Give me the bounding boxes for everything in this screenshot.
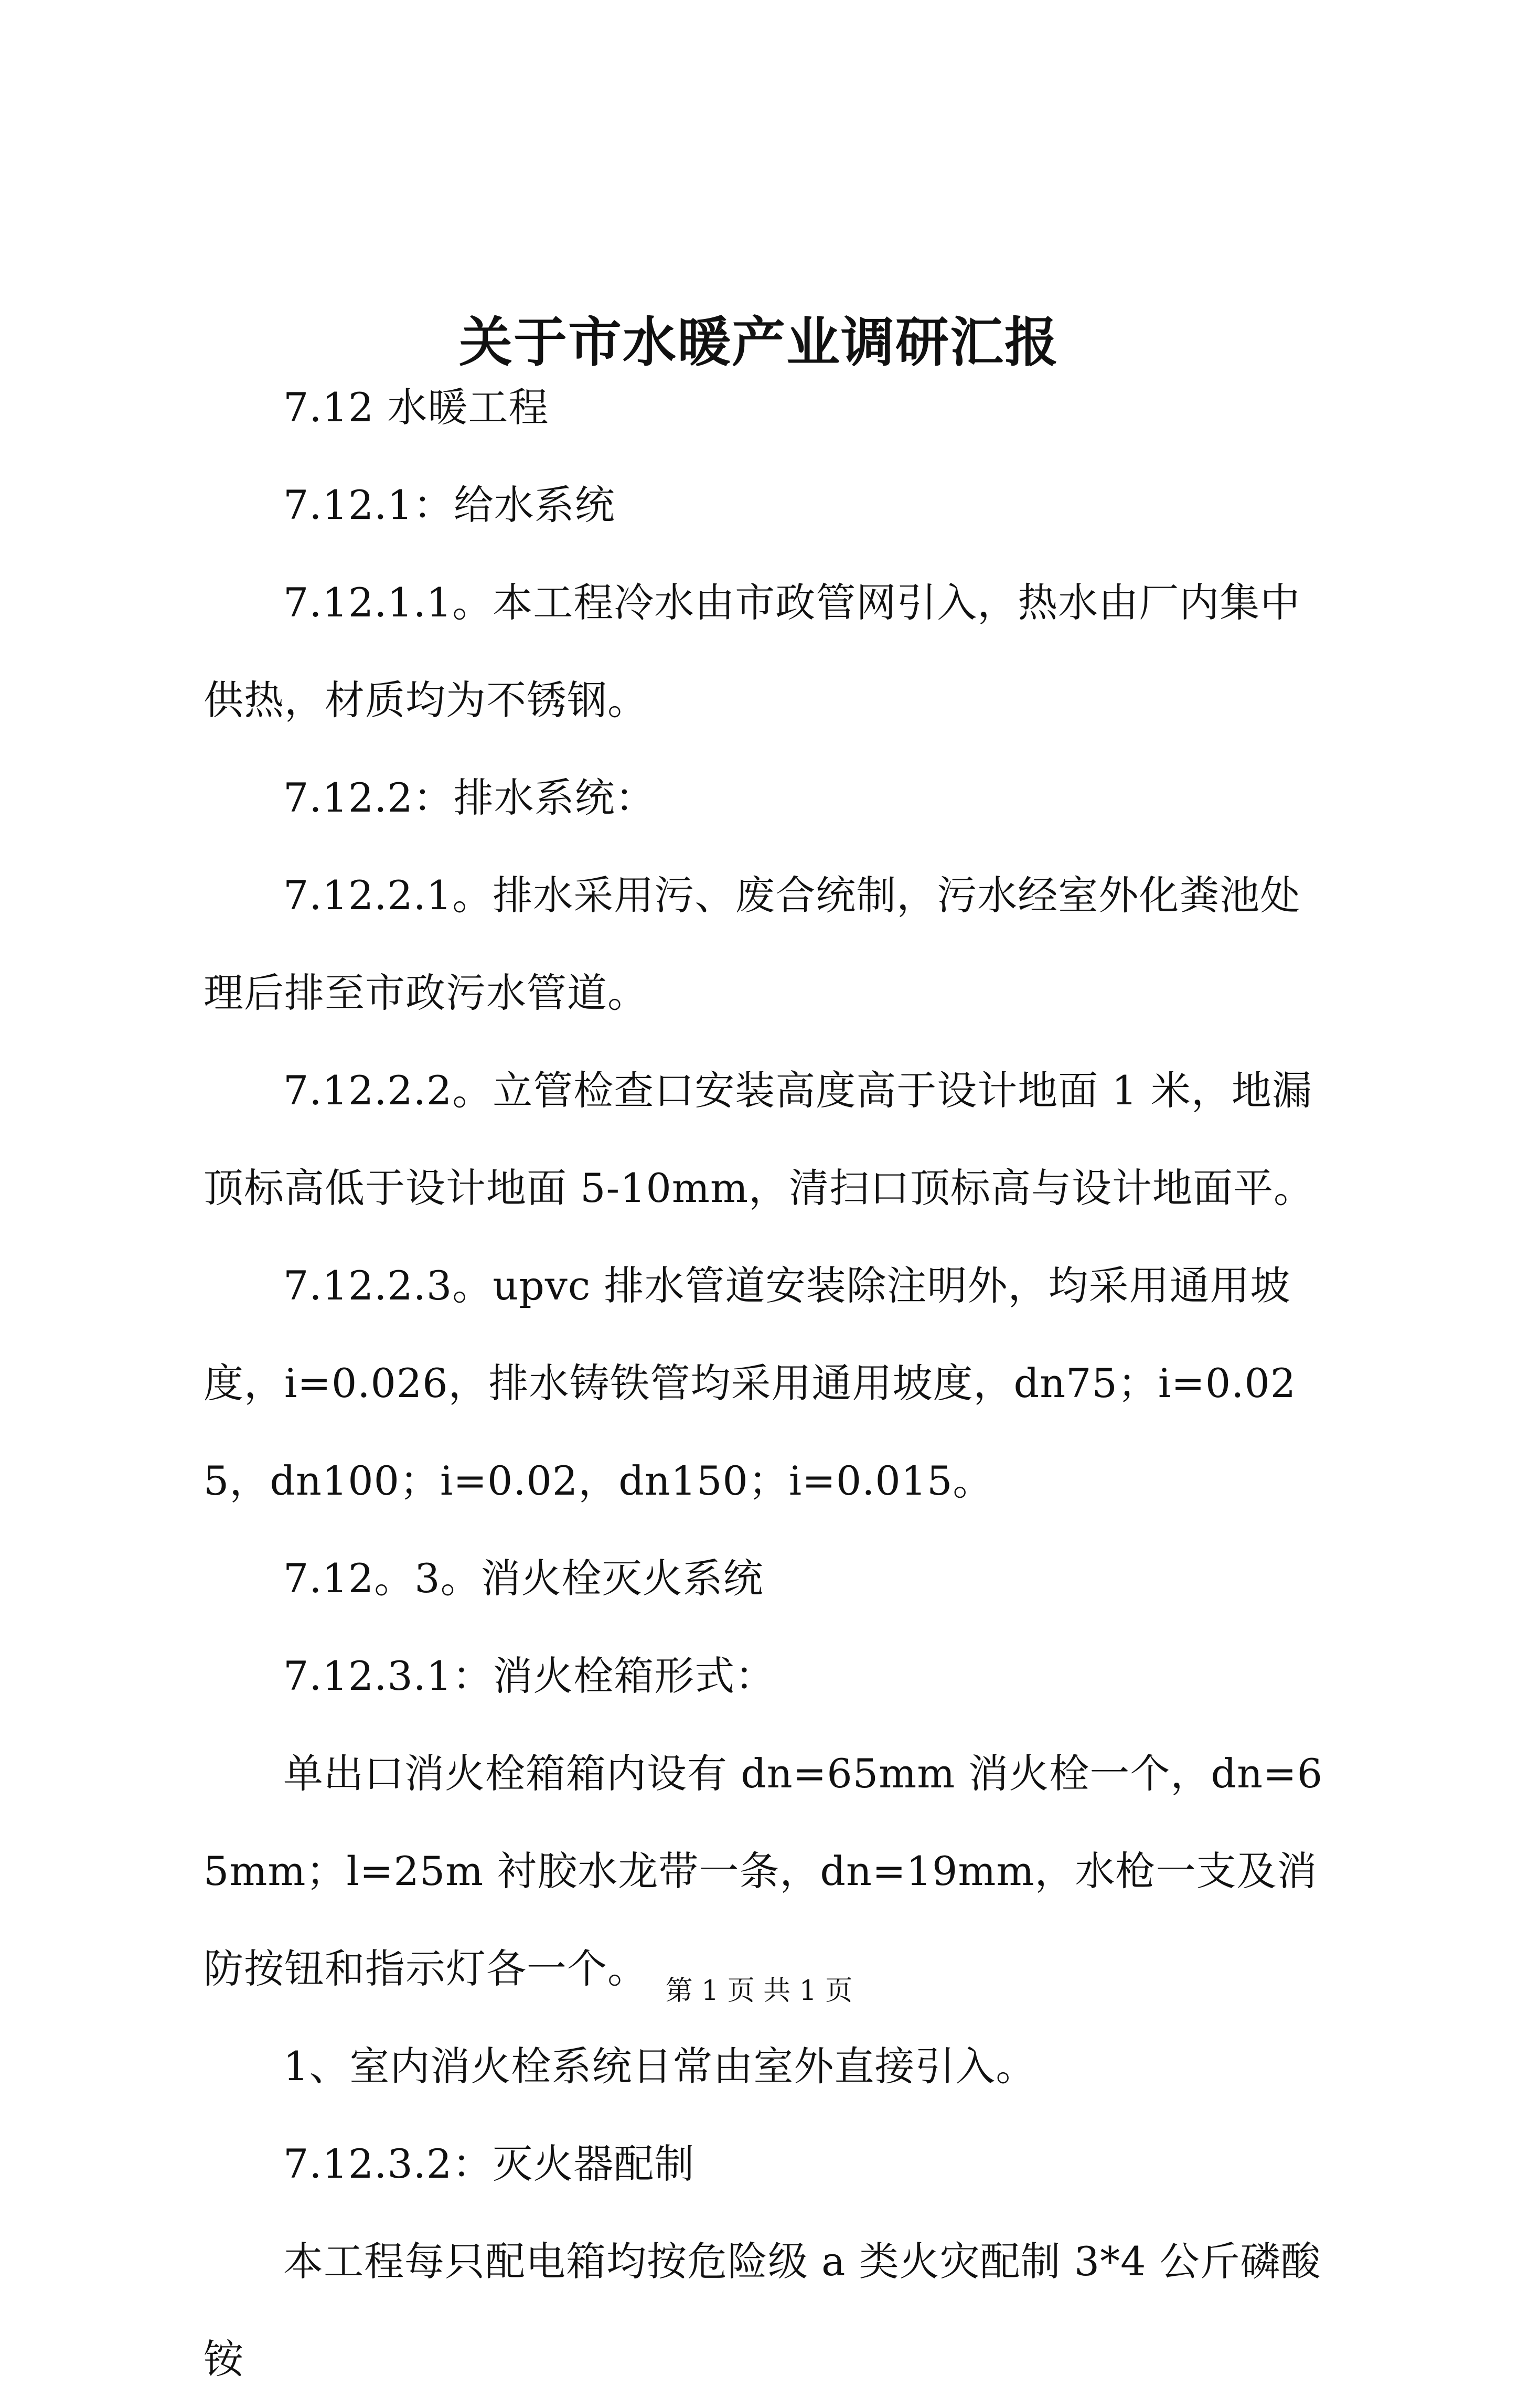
paragraph-section-7-12-3: 7.12。3。消火栓灭火系统 bbox=[283, 1555, 764, 1602]
paragraph-section-7-12-2-3: 7.12.2.3。upvc 排水管道安装除注明外，均采用通用坡度，i=0.026，排水铸铁管均采用通用坡度，dn75；i=0.025，dn100；i=0.02，dn150；i=0.015。 bbox=[204, 1262, 1297, 1504]
paragraph-section-7-12-3-1: 7.12.3.1：消火栓箱形式： bbox=[283, 1653, 776, 1699]
paragraph-section-7-12: 7.12 水暖工程 bbox=[283, 384, 549, 431]
paragraph-section-7-12-2-1: 7.12.2.1。排水采用污、废合统制，污水经室外化粪池处理后排至市政污水管道。 bbox=[204, 872, 1301, 1016]
paragraph-section-7-12-2-2: 7.12.2.2。立管检查口安装高度高于设计地面 1 米，地漏顶标高低于设计地面 5-10mm，清扫口顶标高与设计地面平。 bbox=[204, 1067, 1314, 1211]
paragraph-section-7-12-3-2: 7.12.3.2：灭火器配制 bbox=[283, 2140, 695, 2187]
paragraph-hydrant-box: 单出口消火栓箱箱内设有 dn=65mm 消火栓一个，dn=65mm；l=25m 衬胶水龙带一条，dn=19mm，水枪一支及消防按钮和指示灯各一个。 bbox=[204, 1750, 1323, 1992]
paragraph-section-7-12-2: 7.12.2：排水系统： bbox=[283, 774, 656, 821]
document-body bbox=[204, 359, 1337, 2408]
paragraph-section-7-12-1: 7.12.1：给水系统 bbox=[283, 482, 615, 528]
paragraph-section-7-12-1-1: 7.12.1.1。本工程冷水由市政管网引入，热水由厂内集中供热，材质均为不锈钢。 bbox=[204, 579, 1301, 723]
document-title: 关于市水暖产业调研汇报 bbox=[459, 311, 1059, 375]
paragraph-extinguisher: 本工程每只配电箱均按危险级 a 类火灾配制 3*4 公斤磷酸铵 bbox=[204, 2238, 1321, 2382]
page-footer: 第 1 页 共 1 页 bbox=[665, 1975, 853, 2007]
paragraph-indoor-hydrant: 1、室内消火栓系统日常由室外直接引入。 bbox=[283, 2043, 1036, 2090]
